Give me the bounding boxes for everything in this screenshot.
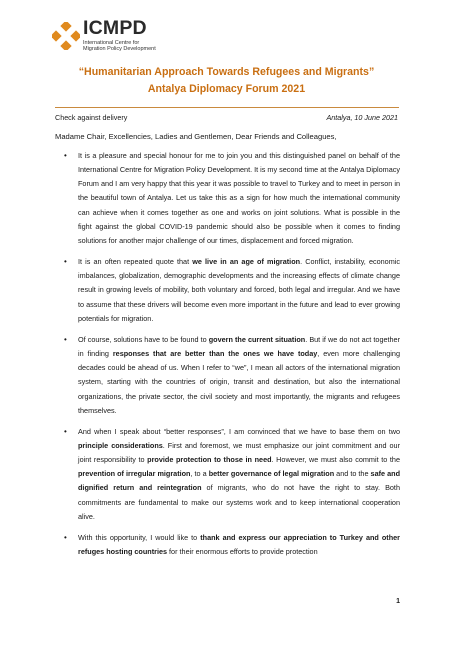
paragraph-text: . First and foremost, we must emphasize our joint commitment and our joint responsibility to <box>78 440 401 465</box>
paragraph-text: , even more challenging decades could be ahead of us. When I refer to “we”, I mean all actors of the international migration system, starting with the countries of origin, transit and destination, but also the international organizations, the private sector, the civil society and most importantly, the migrants and refugees themselves. <box>78 349 400 415</box>
paragraph-text: . However, we must also commit to the <box>271 455 400 465</box>
paragraph-text: . Conflict, instability, economic imbalances, globalization, demographic developments and the increasing effects of climate change result in growing levels of mobility, both voluntary and forced, both legal and irregular. And we have to assume that these drivers will become even more important in the future and lead to ever growing potentials for migration. <box>78 257 400 323</box>
speech-date: Antalya, 10 June 2021 <box>326 113 398 122</box>
paragraph-text: It is an often repeated quote that <box>78 257 193 267</box>
bullet-icon: • <box>64 151 67 160</box>
paragraph-2 <box>64 255 400 326</box>
paragraph-text: Of course, solutions have to be found to <box>78 334 209 344</box>
paragraph-3 <box>64 333 400 418</box>
bullet-icon: • <box>64 426 67 436</box>
paragraph-text: It is a pleasure and special honour for me to join you and this distinguished panel on behalf of the International Centre for Migration Policy Development. It is my second time at the Antalya Diplomacy Forum and I am very happy that this year it was possible to travel to Turkey and to meet in person in the beautiful town of Antalya. Let us take this as a sign for how much the international community can achieve when it comes together as one and works on joint solutions. What is possible in the fight against the global COVID-19 pandemic should also be possible when it comes to finding solutions for another major challenge of our times, displacement and forced migration. <box>78 151 400 245</box>
paragraph-emphasis: provide protection to those in need <box>147 455 272 465</box>
paragraph-emphasis: prevention of irregular migration <box>78 469 191 479</box>
paragraph-emphasis: thank and express our appreciation to Turkey and other refuges hosting countries <box>78 532 400 557</box>
paragraph-text: . But if we do not act together in finding <box>78 334 400 359</box>
paragraph-emphasis: responses that are better than the ones we have today <box>112 349 318 359</box>
paragraph-text: and to the <box>334 469 371 479</box>
speech-bullets <box>64 149 400 566</box>
paragraph-emphasis: safe and dignified return and reintegration <box>78 469 400 493</box>
paragraph-emphasis: principle considerations <box>78 440 163 450</box>
paragraph-text: of migrants, who do not have the right to stay. Both commitments are fundamental to make our systems work and to keep international cooperation alive. <box>78 483 400 521</box>
paragraph-emphasis: govern the current situation <box>208 334 306 344</box>
paragraph-text: , to a <box>190 469 209 479</box>
page-number: 1 <box>396 598 400 605</box>
logo-brand-text: ICMPD <box>83 17 147 39</box>
paragraph-5 <box>64 531 400 559</box>
icmpd-logo <box>52 17 212 54</box>
salutation: Madame Chair, Excellencies, Ladies and Gentlemen, Dear Friends and Colleagues, <box>55 132 337 141</box>
logo-subtitle-line2: Migration Policy Development <box>83 46 156 52</box>
event-title: Antalya Diplomacy Forum 2021 <box>147 83 306 95</box>
paragraph-text: And when I speak about “better responses”, I am convinced that we have to base them on two <box>78 426 400 436</box>
bullet-icon: • <box>64 334 67 344</box>
paragraph-1 <box>64 149 400 248</box>
paragraph-emphasis: better governance of legal migration <box>208 469 335 479</box>
paragraph-emphasis: we live in an age of migration <box>192 257 301 267</box>
paragraph-text: for their enormous efforts to provide protection <box>167 547 318 557</box>
paragraph-4 <box>64 425 400 524</box>
bullet-icon: • <box>64 257 67 267</box>
header-divider <box>55 107 399 108</box>
paragraph-text: With this opportunity, I would like to <box>78 532 201 542</box>
speech-title: “Humanitarian Approach Towards Refugees and Migrants” <box>78 66 375 78</box>
logo-subtitle-line1: International Centre for <box>83 40 140 46</box>
bullet-icon: • <box>64 532 67 542</box>
check-against-delivery: Check against delivery <box>55 113 128 122</box>
icmpd-logo-icon <box>52 22 80 50</box>
